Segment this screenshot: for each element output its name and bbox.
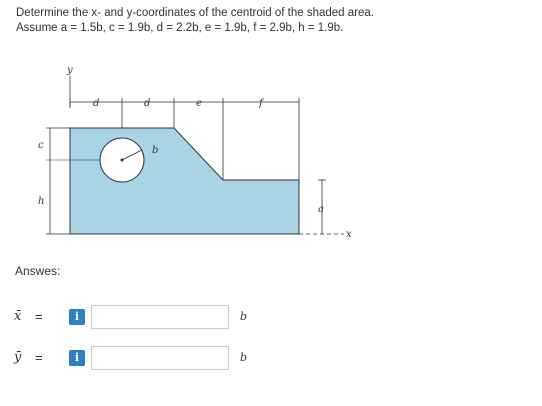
info-icon[interactable]: i <box>69 309 85 325</box>
equals-sign: = <box>35 350 43 365</box>
x-bar-symbol: x̄ <box>14 309 22 324</box>
dim-label-h: h <box>38 196 45 207</box>
hole-center <box>121 159 124 162</box>
unit-label: b <box>240 310 248 323</box>
centroid-figure <box>14 62 354 242</box>
equals-sign: = <box>35 309 43 324</box>
dim-label-a: a <box>318 204 324 215</box>
x-bar-input[interactable] <box>91 305 229 329</box>
x-axis-label: x <box>346 229 352 240</box>
answer-row-y <box>0 346 542 372</box>
question-line-1: Determine the x- and y-coordinates of the centroid of the shaded area. <box>16 7 374 19</box>
y-bar-input[interactable] <box>91 346 229 370</box>
y-axis-label: y <box>67 65 73 76</box>
dim-label-f: f <box>259 98 263 109</box>
dim-label-c: c <box>38 140 44 151</box>
question-text <box>16 6 374 36</box>
question-line-2: Assume a = 1.5b, c = 1.9b, d = 2.2b, e = 1.9b, f = 2.9b, h = 1.9b. <box>16 22 344 34</box>
dim-label-d1: d <box>93 98 100 109</box>
answer-row-x <box>0 305 542 331</box>
dim-label-b: b <box>152 145 159 156</box>
dim-label-d2: d <box>144 98 151 109</box>
shaded-area <box>70 128 299 234</box>
unit-label: b <box>240 351 248 364</box>
y-bar-symbol: ȳ <box>14 350 22 365</box>
info-icon[interactable]: i <box>69 350 85 366</box>
answers-label: Answes: <box>15 264 61 278</box>
dim-label-e: e <box>196 98 202 109</box>
